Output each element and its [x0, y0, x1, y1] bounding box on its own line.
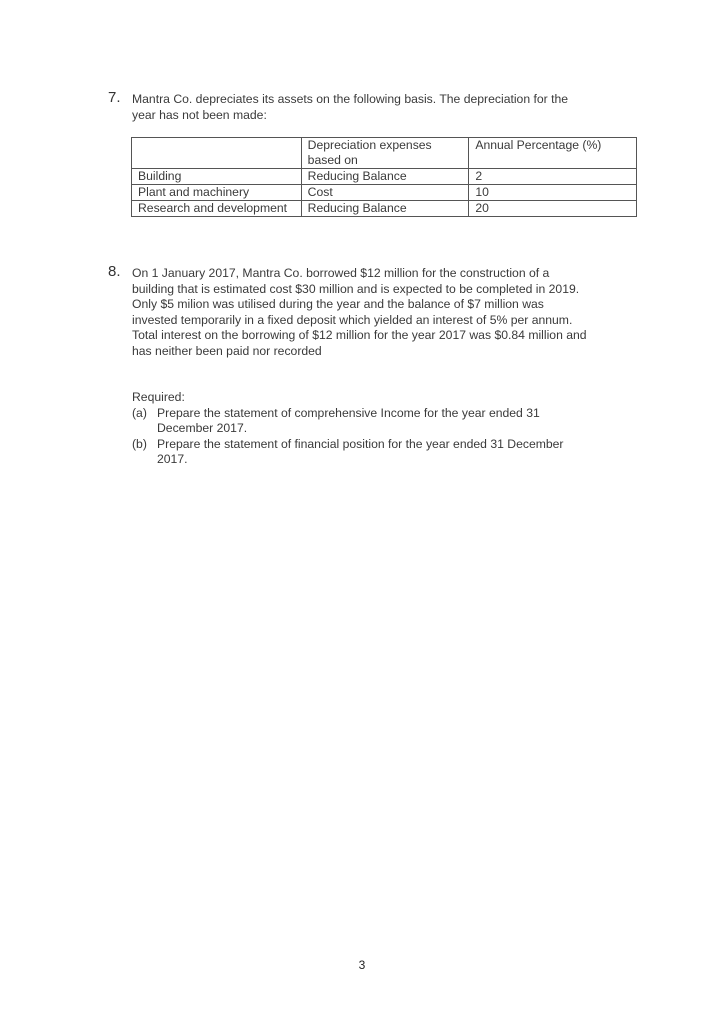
table-header-row — [132, 138, 637, 169]
depreciation-table — [131, 137, 637, 217]
table-cell: Reducing Balance — [301, 169, 469, 185]
question-7-line: year has not been made: — [132, 107, 267, 122]
question-7-number: 7. — [108, 89, 121, 106]
question-8-line: Total interest on the borrowing of $12 million for the year 2017 was $0.84 million and — [132, 328, 587, 343]
table-cell: Cost — [301, 185, 469, 201]
required-item-line: 2017. — [157, 452, 188, 467]
table-cell: Reducing Balance — [301, 201, 469, 217]
required-section — [132, 390, 632, 468]
required-item-label: (b) — [132, 436, 147, 451]
required-item-line: December 2017. — [157, 421, 248, 436]
table-cell: 2 — [469, 169, 637, 185]
table-cell: 10 — [469, 185, 637, 201]
question-7-line: Mantra Co. depreciates its assets on the following basis. The depreciation for the — [132, 92, 569, 106]
table-cell: Research and development — [132, 201, 302, 217]
question-8-line: building that is estimated cost $30 million and is expected to be completed in 2019. — [132, 281, 580, 296]
table-header-cell: Annual Percentage (%) — [469, 138, 637, 169]
required-item-line: Prepare the statement of financial position for the year ended 31 December — [157, 436, 564, 451]
question-7-text — [132, 92, 642, 123]
required-item-line: Prepare the statement of comprehensive Income for the year ended 31 — [157, 405, 540, 420]
required-item-a — [132, 406, 632, 437]
page-number: 3 — [358, 958, 366, 972]
table-cell: Building — [132, 169, 302, 185]
table-row — [132, 201, 637, 217]
required-heading: Required: — [132, 390, 185, 404]
question-8-text — [132, 266, 642, 360]
table-header-cell: Depreciation expenses based on — [301, 138, 469, 169]
table-header-cell — [132, 138, 302, 169]
table-cell: 20 — [469, 201, 637, 217]
table-row — [132, 169, 637, 185]
question-8-line: invested temporarily in a fixed deposit which yielded an interest of 5% per annum. — [132, 312, 573, 327]
table-cell: Plant and machinery — [132, 185, 302, 201]
table-row — [132, 185, 637, 201]
question-8-number: 8. — [108, 263, 121, 280]
required-item-label: (a) — [132, 405, 147, 420]
required-item-b — [132, 437, 632, 468]
question-8-line: has neither been paid nor recorded — [132, 343, 322, 358]
question-8-line: On 1 January 2017, Mantra Co. borrowed $12 million for the construction of a — [132, 266, 550, 280]
question-8-line: Only $5 milion was utilised during the year and the balance of $7 million was — [132, 297, 544, 312]
